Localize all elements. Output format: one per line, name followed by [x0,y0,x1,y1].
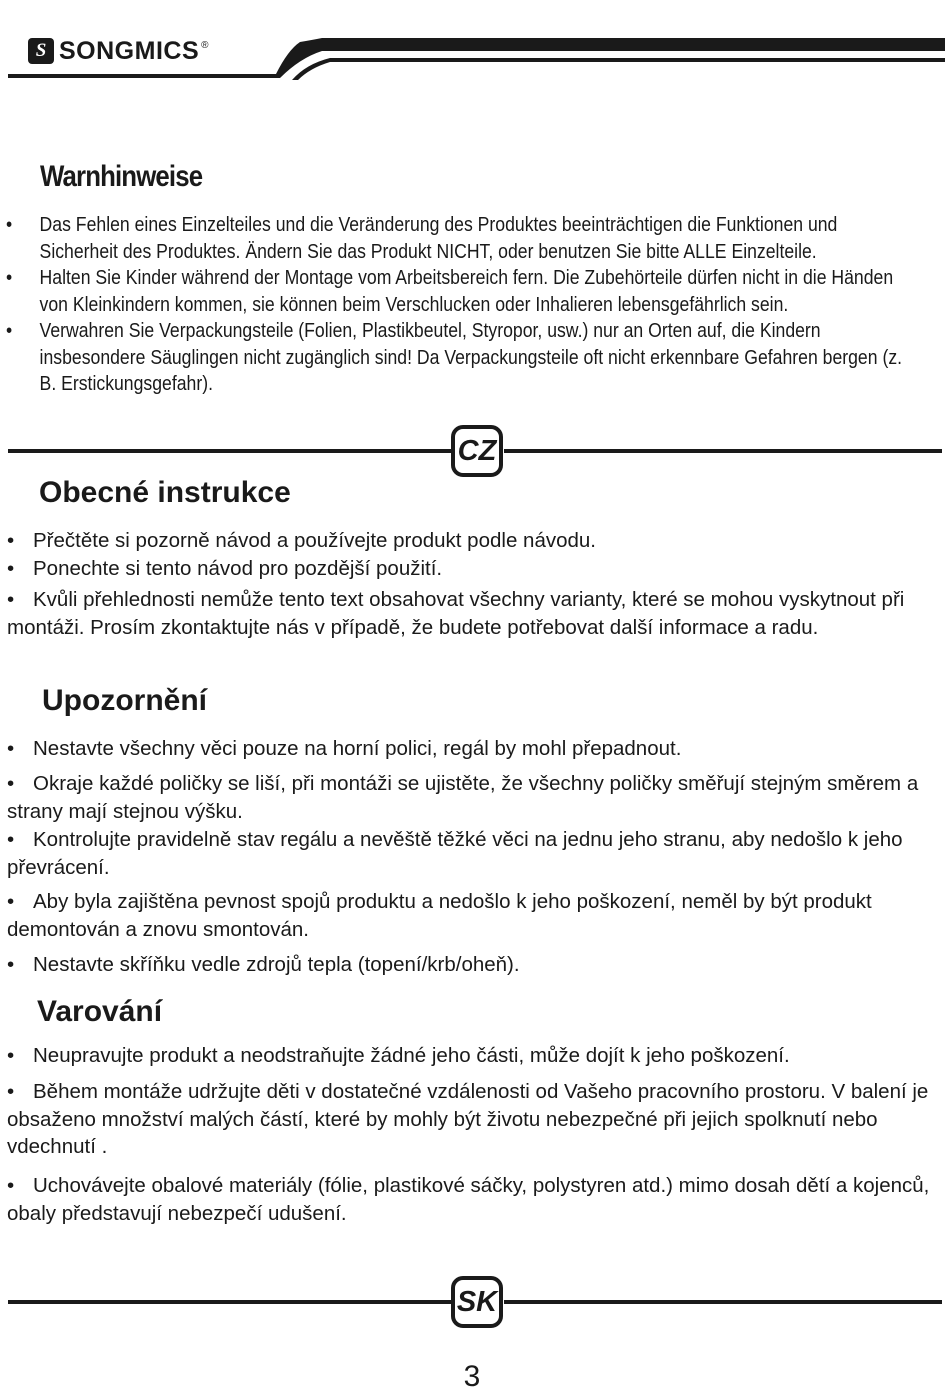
list-item [7,770,937,825]
german-warnings-list [0,212,903,398]
cz-caution-title: Upozornění [42,684,207,717]
list-item-text: Das Fehlen eines Einzelteiles und die Veränderung des Produktes beeinträchtigen die Funktionen und Sicherheit des Produktes. Ändern Sie das Produkt NICHT, oder benutzen Sie bitte ALLE Einzelteile. [39,213,838,263]
divider-line [504,449,942,453]
list-item [0,265,903,318]
list-item-text: Ponechte si tento návod pro pozdější použití. [33,557,443,580]
bullet: • [7,529,15,552]
bullet: • [7,772,15,795]
cz-language-badge: CZ [451,425,503,477]
bullet: • [7,828,15,851]
list-item-text: Kontrolujte pravidelně stav regálu a nevěště těžké věci na jednu jeho stranu, aby nedošlo k jeho převrácení. [7,828,903,879]
list-item-text: Přečtěte si pozorně návod a používejte produkt podle návodu. [33,529,596,552]
list-item [0,212,903,265]
list-item [7,888,937,943]
list-item-text: Během montáže udržujte děti v dostatečné vzdálenosti od Vašeho pracovního prostoru. V balení je obsaženo množství malých částí, které by mohly být životu nebezpečné při jejich spolknutí nebo vdechnutí . [7,1080,929,1158]
divider-line [504,1300,942,1304]
german-warnings-title: Warnhinweise [40,160,203,193]
cz-warning-title: Varování [37,995,163,1028]
brand-name: SONGMICS [59,36,200,65]
bullet: • [6,319,13,342]
list-item-text: Nestavte všechny věci pouze na horní polici, regál by mohl přepadnout. [33,737,682,760]
list-item-text: Halten Sie Kinder während der Montage vom Arbeitsbereich fern. Die Zubehörteile dürfen nicht in die Händen von Kleinkindern kommen, sie können beim Verschlucken oder Inhalieren lebensgefährlich sein. [39,266,894,316]
list-item [7,586,937,641]
bullet: • [7,1044,15,1067]
list-item [0,318,903,398]
list-item [7,1172,937,1227]
bullet: • [7,890,15,913]
divider-line [8,449,452,453]
sk-section-divider [8,1276,942,1336]
brand-logo [28,36,209,66]
list-item [7,1078,937,1161]
list-item [7,1042,937,1070]
sk-language-badge: SK [451,1276,503,1328]
page-number: 3 [463,1360,481,1393]
divider-line [8,1300,452,1304]
list-item [7,951,937,979]
page-header [0,0,950,90]
list-item [7,826,937,881]
list-item-text: Aby byla zajištěna pevnost spojů produktu a nedošlo k jeho poškození, neměl by být produkt demontován a znovu smontován. [7,890,872,941]
cz-general-title: Obecné instrukce [39,476,291,509]
bullet: • [7,588,15,611]
list-item-text: Uchovávejte obalové materiály (fólie, plastikové sáčky, polystyren atd.) mimo dosah dětí a kojenců, obaly představují nebezpečí udušení. [7,1174,930,1225]
list-item-text: Nestavte skříňku vedle zdrojů tepla (topení/krb/oheň). [33,953,520,976]
bullet: • [7,1174,15,1197]
brand-logo-mark: S [28,38,54,64]
list-item-text: Kvůli přehlednosti nemůže tento text obsahovat všechny varianty, které se mohou vyskytnout při montáži. Prosím zkontaktujte nás v případě, že budete potřebovat další informace a radu. [7,588,905,639]
bullet: • [7,557,15,580]
bullet: • [7,953,15,976]
bullet: • [6,213,13,236]
list-item [7,735,937,763]
bullet: • [7,1080,15,1103]
list-item-text: Okraje každé poličky se liší, při montáži se ujistěte, že všechny poličky směřují stejným směrem a strany mají stejnou výšku. [7,772,919,823]
list-item [7,527,937,555]
registered-mark: ® [201,39,209,51]
list-item-text: Neupravujte produkt a neodstraňujte žádné jeho části, může dojít k jeho poškození. [33,1044,790,1067]
bullet: • [6,266,13,289]
bullet: • [7,737,15,760]
list-item-text: Verwahren Sie Verpackungsteile (Folien, Plastikbeutel, Styropor, usw.) nur an Orten auf, die Kindern insbesondere Säuglingen nicht zugänglich sind! Da Verpackungsteile oft nicht erkennbare Gefahren bergen (z. B. Erstickungsgefahr). [39,319,903,395]
list-item [7,555,937,583]
